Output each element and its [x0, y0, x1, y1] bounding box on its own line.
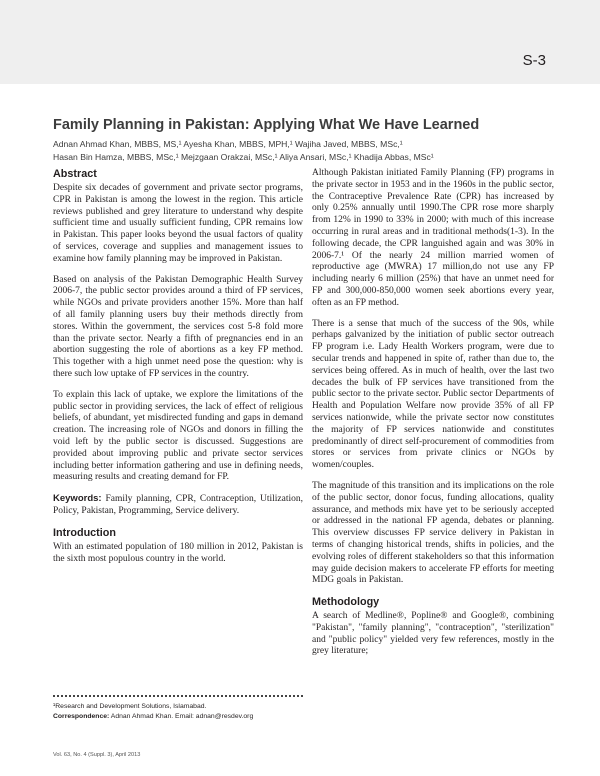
abstract-paragraph-3: To explain this lack of uptake, we explore the limitations of the public sector in providing services, the lack of effect of religious beliefs, of abundant, yet misdirected funding and gaps in demand creation. The increasing role of NGOs and donors in filling the void left by the public sector is discussed. Suggestions are provided about improving public and private sector services including better information gathering and use in defining needs, measuring results and creating demand for FP. [53, 389, 303, 483]
correspondence-label: Correspondence: [53, 713, 110, 720]
footnote [53, 702, 303, 722]
author-line-1: Adnan Ahmad Khan, MBBS, MS,¹ Ayesha Khan, MBBS, MPH,¹ Wajiha Javed, MBBS, MSc,¹ [53, 139, 403, 149]
right-column [312, 168, 554, 667]
footnote-divider [53, 695, 303, 697]
keywords-text: Family planning, CPR, Contraception, Utilization, Policy, Pakistan, Programming, Service delivery. [53, 494, 303, 516]
introduction-heading: Introduction [53, 526, 116, 539]
body-paragraph-2: There is a sense that much of the success of the 90s, while perhaps galvanized by the initiation of public sector outreach FP program i.e. Lady Health Workers program, were due to secular trends and happened in spite of, rather than due to, the services being offered. As in much of health, over the last two decades the bulk of FP services have transitioned from the public sector to the private sector. Public sector Departments of Health and Population Welfare now provide 35% of all FP services nationwide, while the private sector now constitutes the majority of FP services nationwide and constitutes predominantly of direct self-procurement of commodities from stores or services from private clinics or NGOs by women/couples. [312, 318, 554, 471]
author-list [53, 138, 553, 163]
abstract-paragraph-1: Despite six decades of government and private sector programs, CPR in Pakistan is among the lowest in the region. This article reviews published and grey literature to understand why despite sufficient time and usually sufficient funding, CPR remains low in Pakistan. This paper looks beyond the usual factors of quality of services, coverage and supplies and management issues to examine how family planning may be improved in Pakistan. [53, 183, 303, 264]
keywords [53, 493, 303, 518]
article-title: Family Planning in Pakistan: Applying What We Have Learned [53, 117, 480, 133]
body-paragraph-1: Although Pakistan initiated Family Planning (FP) programs in the private sector in 1953 and in the 1960s in the public sector, the Contraceptive Prevalence Rate (CPR) has increased by only 0.25% annually until 1990.The CPR rose more sharply from 12% in 1990 to 33% in 2000; with much of this increase occurring in rural areas and in traditional methods(1-3). In the following decade, the CPR languished again and was 30% in 2006-7.¹ Of the nearly 24 million married women of reproductive age (MWRA) 17 million,do not use any FP including nearly 6 million (25%) that have an unmet need for FP and 300,000-850,000 women seek abortions every year, often as an FP method. [312, 168, 554, 308]
left-column [53, 168, 303, 574]
body-paragraph-3: The magnitude of this transition and its implications on the role of the public sector, donor focus, funding allocations, quality assurance, and methods mix have yet to be seriously accepted or addressed in the national FP agenda, debates or planning. This overview discusses FP service delivery in Pakistan in terms of changing historical trends, shifts in policies, and the evolving roles of different stakeholders so that this information may guide decision makers to accelerate FP efforts for meeting MDG goals in Pakistan. [312, 480, 554, 586]
keywords-label: Keywords: [53, 493, 102, 505]
methodology-paragraph-1: A search of Medline®, Popline® and Google®, combining "Pakistan", "family planning", "contraception", "sterilization" and "public policy" yielded very few references, mostly in the grey literature; [312, 611, 554, 657]
header-band [0, 0, 600, 84]
methodology-heading: Methodology [312, 596, 380, 609]
journal-footer: Vol. 63, No. 4 (Suppl. 3), April 2013 [53, 752, 141, 758]
author-line-2: Hasan Bin Hamza, MBBS, MSc,¹ Mejzgaan Orakzai, MSc,¹ Aliya Ansari, MSc,¹ Khadija Abbas, MSc¹ [53, 151, 434, 162]
affiliation-note: ¹Research and Development Solutions, Islamabad. [53, 703, 207, 710]
correspondence-note [53, 712, 303, 722]
page-number: S-3 [522, 52, 546, 69]
abstract-heading: Abstract [53, 168, 97, 180]
correspondence-text: Adnan Ahmad Khan. Email: adnan@resdev.org [110, 713, 254, 720]
abstract-paragraph-2: Based on analysis of the Pakistan Demographic Health Survey 2006-7, the public sector provides around a third of FP services, while NGOs and private providers another 15%. More than half of all family planning users buy their methods directly from stores. Within the government, the services cost 5-8 fold more than the private sector. Nearly a fifth of pregnancies end in an abortion suggesting the role of abortions as a key FP method. This together with a high unmet need pose the question: why is there such low uptake of FP services in the country. [53, 274, 303, 379]
introduction-paragraph-1: With an estimated population of 180 million in 2012, Pakistan is the sixth most populous country in the world. [53, 541, 303, 564]
